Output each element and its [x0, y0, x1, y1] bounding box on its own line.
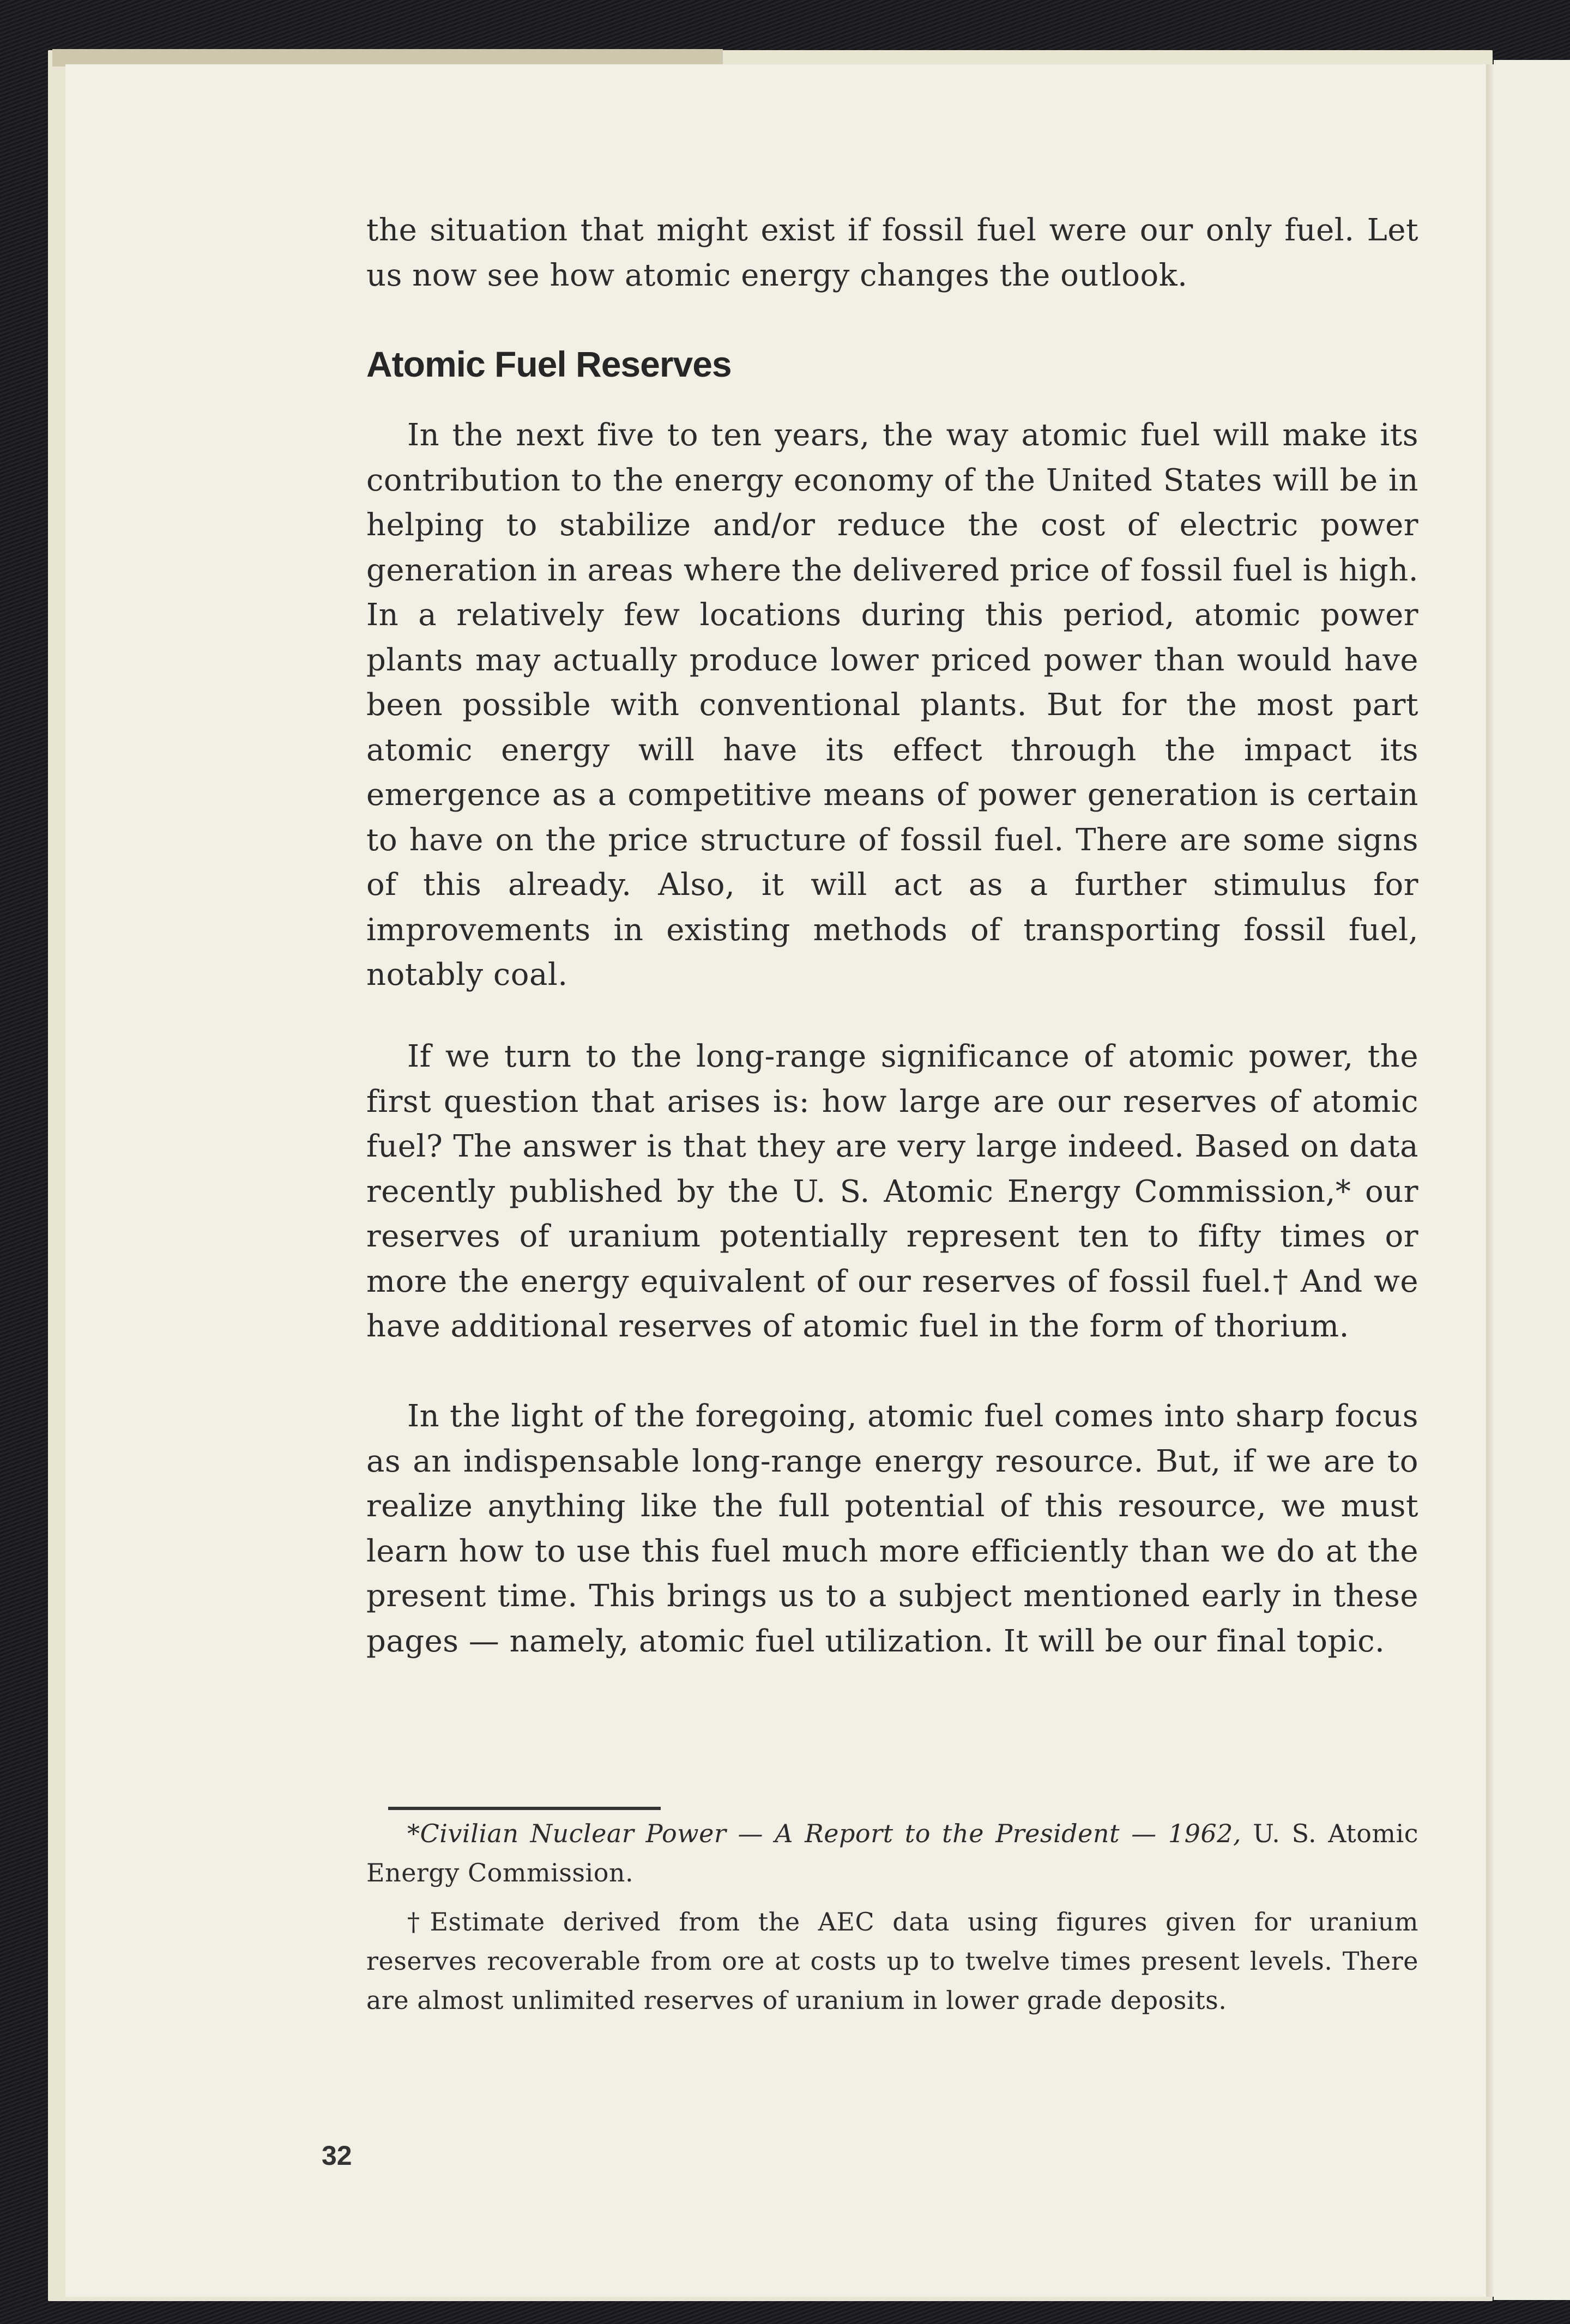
page-number: 32 [322, 2140, 352, 2171]
footnote-1-title: Civilian Nuclear Power — A Report to the President — 1962, [420, 1819, 1242, 1848]
facing-page [1494, 60, 1570, 2300]
footnote-1 [366, 1814, 1418, 1892]
body-paragraph-1: In the next five to ten years, the way atomic fuel will make its contribution to the energy economy of the United States will be in helping to stabilize and/or reduce the cost of electric power generation in areas where the delivered price of fossil fuel is high. In a relatively few locations during this period, atomic power plants may actually produce lower priced power than would have been possible with conventional plants. But for the most part atomic energy will have its effect through the impact its emergence as a competitive means of power generation is certain to have on the price structure of fossil fuel. There are some signs of this already. Also, it will act as a further stimulus for improvements in existing methods of transporting fossil fuel, notably coal. [366, 417, 1418, 992]
footnote-2: †Estimate derived from the AEC data using figures given for uranium reserves recoverable from ore at costs up to twelve times present levels. There are almost unlimited reserves of uranium in lower grade deposits. [366, 1907, 1418, 2015]
book-gutter [1486, 64, 1494, 2297]
footnote-rule [388, 1807, 661, 1810]
section-heading: Atomic Fuel Reserves [366, 344, 732, 384]
footnote-1-source: U. S. Atomic Energy Commission. [366, 1819, 1418, 1887]
book-page [65, 64, 1486, 2297]
body-paragraph-3: In the light of the foregoing, atomic fuel comes into sharp focus as an indispensable long-range energy resource. But, if we are to realize anything like the full potential of this resource, we must learn how to use this fuel much more efficiently than we do at the present time. This brings us to a subject mentioned early in these pages — namely, atomic fuel utilization. It will be our final topic. [366, 1399, 1418, 1659]
intro-paragraph: the situation that might exist if fossil fuel were our only fuel. Let us now see how atomic energy changes the outlook. [366, 213, 1418, 293]
body-paragraph-2: If we turn to the long-range significance of atomic power, the first question that arises is: how large are our reserves of atomic fuel? The answer is that they are very large indeed. Based on data recently published by the U. S. Atomic Energy Commission,* our reserves of uranium potentially represent ten to fifty times or more the energy equivalent of our reserves of fossil fuel.† And we have additional reserves of atomic fuel in the form of thorium. [366, 1039, 1418, 1344]
footnote-1-marker: * [407, 1819, 420, 1848]
